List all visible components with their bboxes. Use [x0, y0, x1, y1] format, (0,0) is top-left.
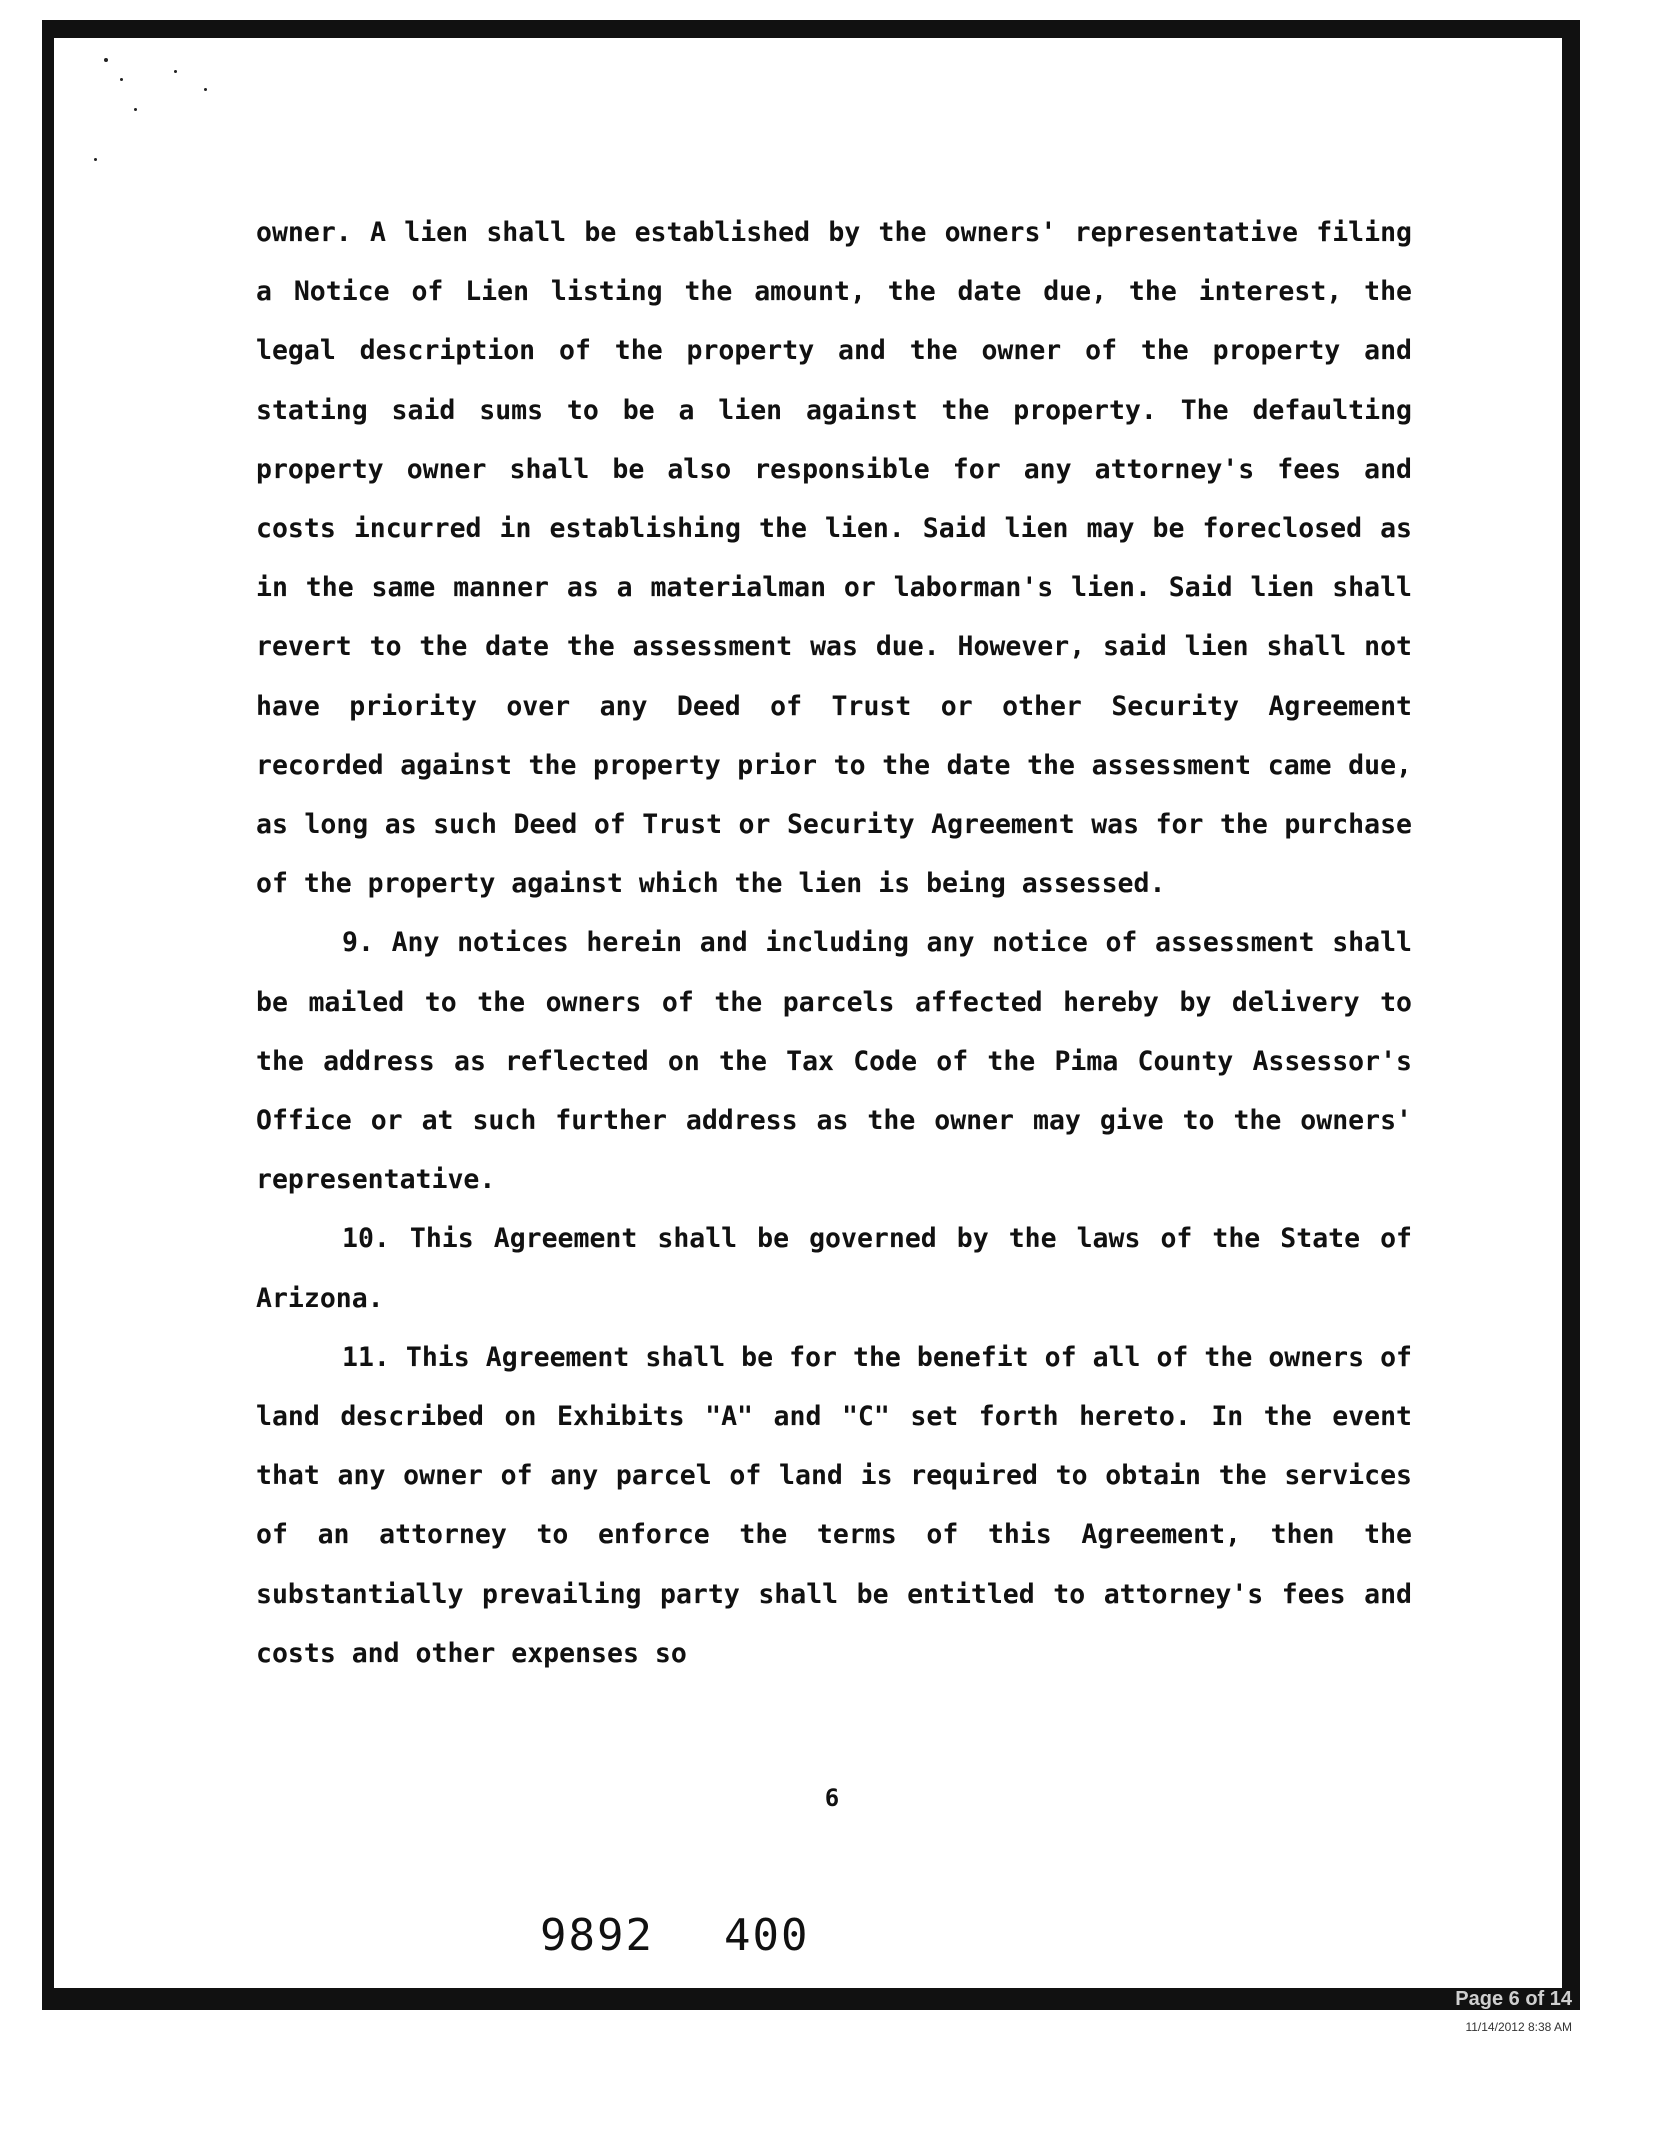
- paragraph-10-governing-law: 10. This Agreement shall be governed by the laws of the State of Arizona.: [256, 1223, 1412, 1314]
- recording-number: [540, 1910, 879, 1961]
- recording-page: 400: [723, 1910, 810, 1961]
- paragraph-lien: owner. A lien shall be established by the owners' representative filing a Notice of Lien listing the amount, the date due, the interest, the legal description of the property and the owner of the property and stating said sums to be a lien against the property. The defaulting property owner shall be also responsible for any attorney's fees and costs incurred in establishing the lien. Said lien may be foreclosed as in the same manner as a materialman or laborman's lien. Said lien shall revert to the date the assessment was due. However, said lien shall not have priority over any Deed of Trust or other Security Agreement recorded against the property prior to the date the assessment came due, as long as such Deed of Trust or Security Agreement was for the purchase of the property against which the lien is being assessed.: [256, 217, 1412, 900]
- scan-speck: [94, 158, 97, 161]
- scan-speck: [204, 88, 207, 91]
- recording-docket: 9892: [540, 1910, 654, 1961]
- paragraph-9-notices: 9. Any notices herein and including any notice of assessment shall be mailed to the owners of the parcels affected hereby by delivery to the address as reflected on the Tax Code of the Pima County Assessor's Office or at such further address as the owner may give to the owners' representative.: [256, 927, 1412, 1196]
- scan-speck: [174, 70, 177, 73]
- scan-speck: [134, 108, 137, 111]
- page-of-label: Page 6 of 14: [1455, 1988, 1572, 2010]
- scan-speck: [104, 58, 108, 62]
- print-timestamp: 11/14/2012 8:38 AM: [1465, 2020, 1572, 2034]
- page-number: 6: [824, 1784, 840, 1812]
- paragraph-11-benefit: 11. This Agreement shall be for the benefit of all of the owners of land described on Exhibits "A" and "C" set forth hereto. In the event that any owner of any parcel of land is required to obtain the services of an attorney to enforce the terms of this Agreement, then the substantially prevailing party shall be entitled to attorney's fees and costs and other expenses so: [256, 1341, 1412, 1669]
- document-body: [256, 203, 1412, 1683]
- scan-speck: [120, 78, 123, 81]
